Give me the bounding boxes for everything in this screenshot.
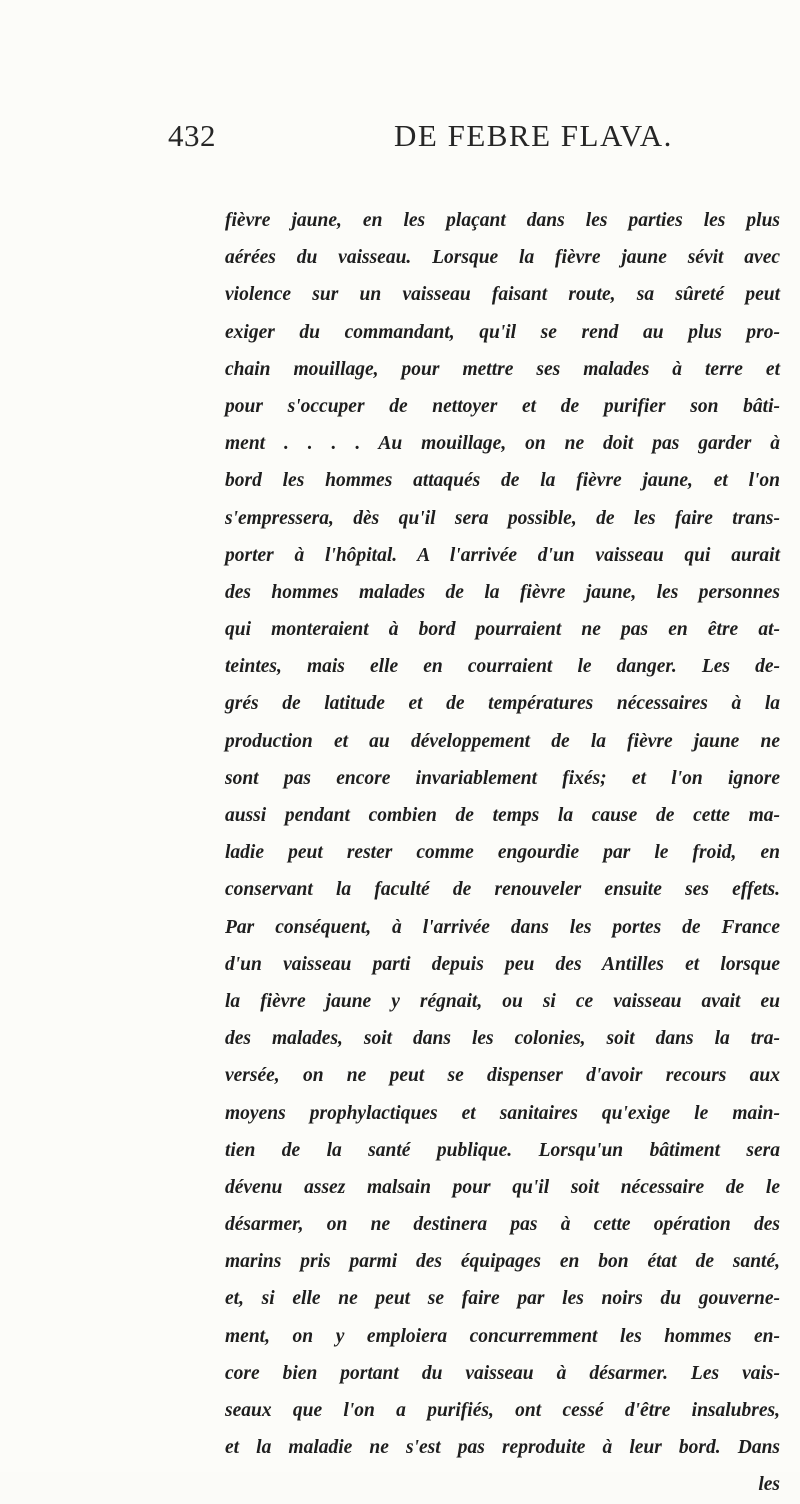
text-line: ment . . . . Au mouillage, on ne doit pas garder à: [225, 433, 780, 455]
text-line: Par conséquent, à l'arrivée dans les portes de France: [225, 916, 780, 938]
text-line: des malades, soit dans les colonies, soit dans la tra-: [225, 1028, 780, 1050]
text-line: violence sur un vaisseau faisant route, sa sûreté peut: [225, 284, 780, 306]
text-line: pour s'occuper de nettoyer et de purifier son bâti-: [225, 395, 780, 417]
catchword: les: [758, 1474, 780, 1496]
body-text: [225, 202, 780, 1504]
text-line: et la maladie ne s'est pas reproduite à leur bord. Dans: [225, 1437, 780, 1459]
text-line: tien de la santé publique. Lorsqu'un bâtiment sera: [225, 1139, 780, 1161]
text-line: qui monteraient à bord pourraient ne pas en être at-: [225, 619, 780, 641]
text-line: chain mouillage, pour mettre ses malades à terre et: [225, 358, 780, 380]
text-line: moyens prophylactiques et sanitaires qu'exige le main-: [225, 1102, 780, 1124]
text-line: des hommes malades de la fièvre jaune, les personnes: [225, 581, 780, 603]
text-line: marins pris parmi des équipages en bon état de santé,: [225, 1251, 780, 1273]
text-line: dévenu assez malsain pour qu'il soit nécessaire de le: [225, 1176, 780, 1198]
text-line: ladie peut rester comme engourdie par le froid, en: [225, 842, 780, 864]
text-line: sont pas encore invariablement fixés; et l'on ignore: [225, 767, 780, 789]
text-line: la fièvre jaune y régnait, ou si ce vaisseau avait eu: [225, 990, 780, 1012]
text-line: grés de latitude et de températures nécessaires à la: [225, 693, 780, 715]
text-line: core bien portant du vaisseau à désarmer. Les vais-: [225, 1362, 780, 1384]
text-line: et, si elle ne peut se faire par les noirs du gouverne-: [225, 1288, 780, 1310]
text-line: teintes, mais elle en courraient le danger. Les de-: [225, 656, 780, 678]
page-header: [168, 118, 768, 158]
text-line: aérées du vaisseau. Lorsque la fièvre jaune sévit avec: [225, 247, 780, 269]
running-title: DE FEBRE FLAVA.: [394, 118, 673, 153]
text-line: bord les hommes attaqués de la fièvre jaune, et l'on: [225, 470, 780, 492]
text-line: porter à l'hôpital. A l'arrivée d'un vaisseau qui aurait: [225, 544, 780, 566]
text-line: versée, on ne peut se dispenser d'avoir recours aux: [225, 1065, 780, 1087]
text-line: production et au développement de la fièvre jaune ne: [225, 730, 780, 752]
text-line: seaux que l'on a purifiés, ont cessé d'être insalubres,: [225, 1400, 780, 1421]
text-line: d'un vaisseau parti depuis peu des Antilles et lorsque: [225, 953, 780, 975]
page-number: 432: [168, 118, 216, 153]
text-line: ment, on y emploiera concurremment les hommes en-: [225, 1325, 780, 1347]
text-line: fièvre jaune, en les plaçant dans les parties les plus: [225, 210, 780, 231]
text-line: aussi pendant combien de temps la cause de cette ma-: [225, 805, 780, 826]
text-line: conservant la faculté de renouveler ensuite ses effets.: [225, 879, 780, 901]
text-line: désarmer, on ne destinera pas à cette opération des: [225, 1214, 780, 1236]
text-line: exiger du commandant, qu'il se rend au plus pro-: [225, 321, 780, 343]
text-line: s'empressera, dès qu'il sera possible, de les faire trans-: [225, 507, 780, 529]
